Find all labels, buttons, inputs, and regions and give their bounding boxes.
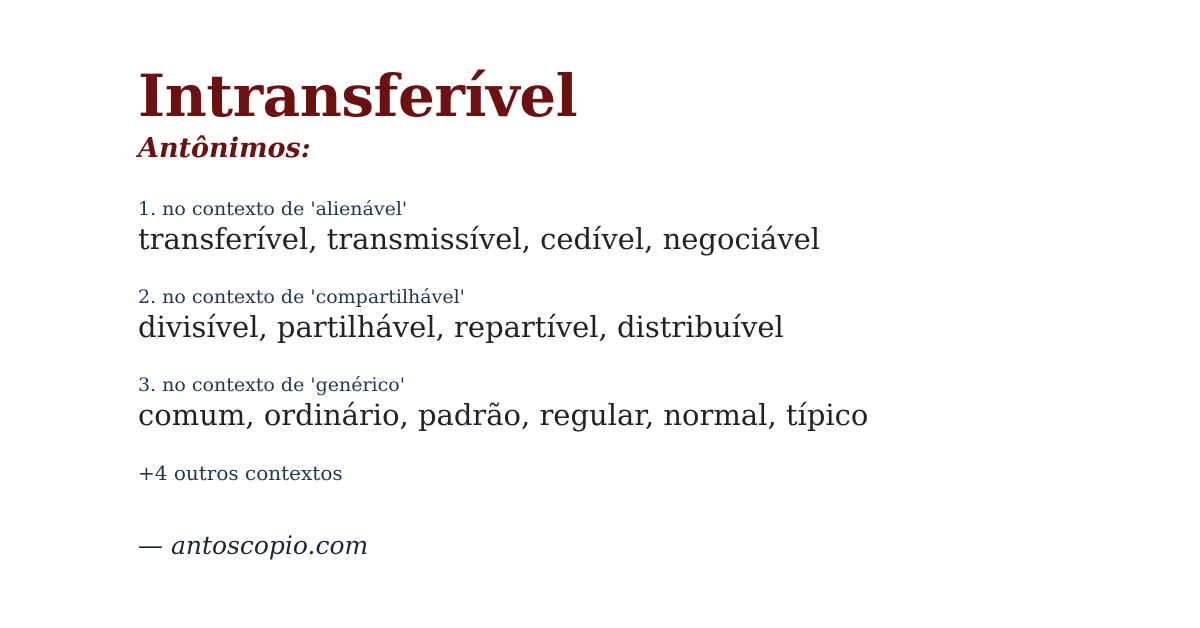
attribution-site-link[interactable]: — antoscopio.com [138, 531, 369, 560]
page-title: Intransferível [138, 62, 578, 130]
context-3-antonyms: comum, ordinário, padrão, regular, normal, típico [138, 398, 869, 432]
context-1-antonyms: transferível, transmissível, cedível, negociável [138, 222, 821, 256]
antonyms-section-label: Antônimos: [138, 133, 311, 164]
context-2-antonyms: divisível, partilhável, repartível, distribuível [138, 310, 784, 344]
context-2-label: 2. no contexto de 'compartilhável' [138, 286, 465, 308]
context-1-label: 1. no contexto de 'alienável' [138, 198, 408, 220]
context-3-label: 3. no contexto de 'genérico' [138, 374, 405, 396]
more-contexts-link[interactable]: +4 outros contextos [138, 461, 343, 485]
